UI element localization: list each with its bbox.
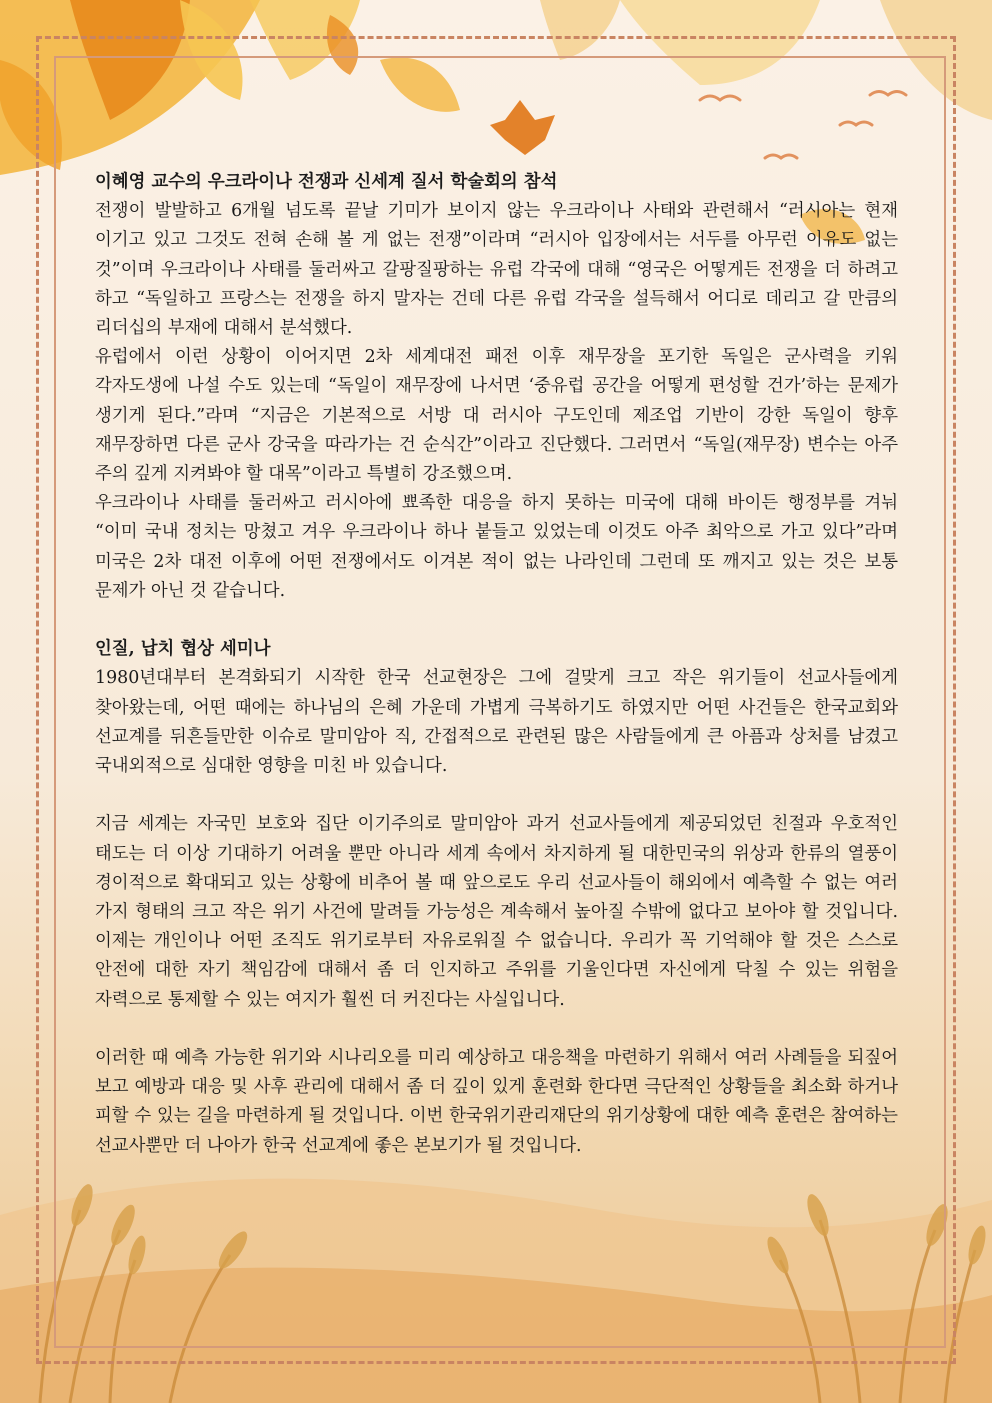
paragraph: 이러한 때 예측 가능한 위기와 시나리오를 미리 예상하고 대응책을 마련하기 위해서 여러 사례들을 되짚어 보고 예방과 대응 및 사후 관리에 대해서 좀 더 깊이 있게 훈련화 한다면 극단적인 상황들을 최소화 하거나 피할 수 있는 길을 마련하게 될 것입니다. 이번 한국위기관리재단의 위기상황에 대한 예측 훈련은 참여하는 선교사뿐만 더 나아가 한국 선교계에 좋은 본보기가 될 것입니다. (95, 1048, 898, 1156)
paragraph-spacer (95, 781, 898, 810)
paragraph: 우크라이나 사태를 둘러싸고 러시아에 뾰족한 대응을 하지 못하는 미국에 대해 바이든 행정부를 겨눠 “이미 국내 정치는 망쳤고 겨우 우크라이나 하나 붙들고 있었는데 이것도 아주 최악으로 가고 있다”라며 미국은 2차 대전 이후에 어떤 전쟁에서도 이겨본 적이 없는 나라인데 그런데 또 깨지고 있는 것은 보통 문제가 아닌 것 같습니다. (95, 493, 898, 601)
section-hostage-seminar (95, 635, 898, 1161)
paragraph: 지금 세계는 자국민 보호와 집단 이기주의로 말미암아 과거 선교사들에게 제공되었던 친절과 우호적인 태도는 더 이상 기대하기 어려울 뿐만 아니라 세계 속에서 차지하게 될 대한민국의 위상과 한류의 열풍이 경이적으로 확대되고 있는 상황에 비추어 볼 때 앞으로도 우리 선교사들이 해외에서 예측할 수 없는 여러 가지 형태의 크고 작은 위기 사건에 말려들 가능성은 계속해서 높아질 수밖에 없다고 보아야 할 것입니다. 이제는 개인이나 어떤 조직도 위기로부터 자유로워질 수 없습니다. 우리가 꼭 기억해야 할 것은 스스로 안전에 대한 자기 책임감에 대해서 좀 더 인지하고 주위를 기울인다면 자신에게 닥칠 수 있는 위험을 자력으로 통제할 수 있는 여지가 훨씬 더 커진다는 사실입니다. (95, 814, 898, 1010)
section-ukraine-seminar (95, 168, 898, 606)
section-spacer (95, 606, 898, 635)
document-body (95, 168, 898, 1161)
paragraph: 전쟁이 발발하고 6개월 넘도록 끝날 기미가 보이지 않는 우크라이나 사태와 관련해서 “러시아는 현재 이기고 있고 그것도 전혀 손해 볼 게 없는 전쟁”이라며 “러시아 입장에서는 서두를 아무런 이유도 없는 것”이며 우크라이나 사태를 둘러싸고 갈팡질팡하는 유럽 각국에 대해 “영국은 어떻게든 전쟁을 더 하려고 하고 “독일하고 프랑스는 전쟁을 하지 말자는 건데 다른 유럽 각국을 설득해서 어디로 데리고 갈 만큼의 리더십의 부재에 대해서 분석했다. (95, 201, 898, 339)
paragraph: 유럽에서 이런 상황이 이어지면 2차 세계대전 패전 이후 재무장을 포기한 독일은 군사력을 키워 각자도생에 나설 수도 있는데 “독일이 재무장에 나서면 ‘중유럽 공간을 어떻게 편성할 건가’하는 문제가 생기게 된다.”라며 “지금은 기본적으로 서방 대 러시아 구도인데 제조업 기반이 강한 독일이 향후 재무장하면 다른 군사 강국을 따라가는 건 순식간”이라고 진단했다. 그러면서 “독일(재무장) 변수는 아주 주의 깊게 지켜봐야 할 대목”이라고 특별히 강조했으며. (95, 347, 898, 485)
section-title: 이혜영 교수의 우크라이나 전쟁과 신세계 질서 학술회의 참석 (95, 172, 558, 192)
paragraph: 1980년대부터 본격화되기 시작한 한국 선교현장은 그에 걸맞게 크고 작은 위기들이 선교사들에게 찾아왔는데, 어떤 때에는 하나님의 은혜 가운데 가볍게 극복하기도 하였지만 어떤 사건들은 한국교회와 선교계를 뒤흔들만한 이슈로 말미암아 직, 간접적으로 관련된 많은 사람들에게 큰 아픔과 상처를 남겼고 국내외적으로 심대한 영향을 미친 바 있습니다. (95, 668, 898, 777)
section-title: 인질, 납치 협상 세미나 (95, 639, 271, 660)
paragraph-spacer (95, 1015, 898, 1044)
